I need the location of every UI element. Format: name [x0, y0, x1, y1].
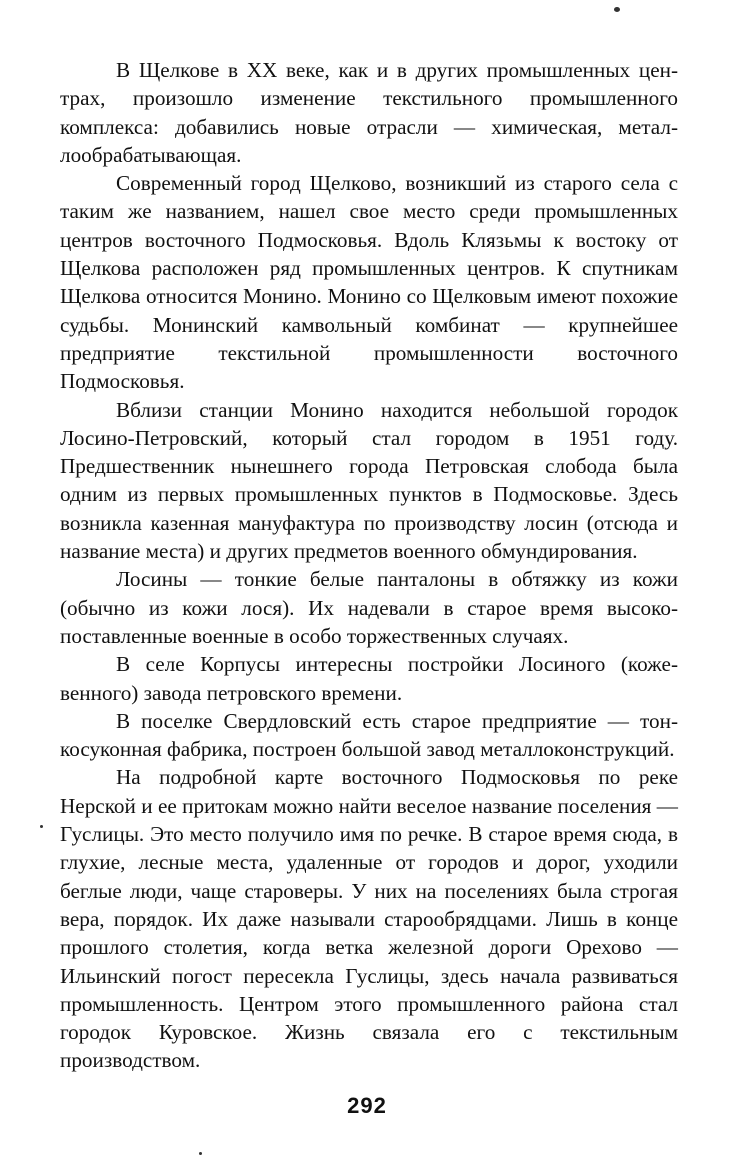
- paragraph: В Щелкове в XX веке, как и в других промышленных центрах, произошло изменение текстильного промышленного комплекса: добавились новые отрасли — химическая, металлообрабатывающая.: [60, 58, 678, 167]
- paragraph: В селе Корпусы интересны постройки Лосиного (кожевенного) завода петровского времени.: [60, 652, 678, 705]
- paragraph: На подробной карте восточного Подмосковья по реке Нерской и ее притокам можно найти веселое название поселения — Гуслицы. Это место получило имя по речке. В старое время сюда, в глухие, лесные места, удаленные от городов и дорог, уходили беглые люди, чаще староверы. У них на поселениях была строгая вера, порядок. Их даже называли старообрядцами. Лишь в конце прошлого столетия, когда ветка железной дороги Орехово — Ильинский погост пересекла Гуслицы, здесь начала развиваться промышленность. Центром этого промышленного района стал городок Куровское. Жизнь связала его с текстильным производством.: [60, 765, 678, 1073]
- paragraph: Лосины — тонкие белые панталоны в обтяжку из кожи (обычно из кожи лося). Их надевали в старое время высокопоставленные военные в особо торжественных случаях.: [60, 567, 678, 648]
- page-number: 292: [347, 1093, 387, 1118]
- paragraph: Вблизи станции Монино находится небольшой городок Лосино-Петровский, который стал городом в 1951 году. Предшественник нынешнего города Петровская слобода была одним из первых промышленных пунктов в Подмосковье. Здесь возникла казенная мануфактура по производству лосин (отсюда и название места) и других предметов военного обмундирования.: [60, 397, 678, 564]
- scan-speck: [614, 7, 620, 12]
- paragraph: Современный город Щелково, возникший из старого села с таким же названием, нашел свое место среди промышленных центров восточного Подмосковья. Вдоль Клязьмы к востоку от Щелкова расположен ряд промышленных центров. К спутникам Щелкова относится Монино. Монино со Щелковым имеют похожие судьбы. Монинский камвольный комбинат — крупнейшее предприятие текстильной промышленности восточного Подмосковья.: [60, 171, 678, 394]
- scan-speck: [199, 1152, 202, 1155]
- paragraph: В поселке Свердловский есть старое предприятие — тонкосуконная фабрика, построен большой завод металлоконструкций.: [60, 708, 678, 762]
- body-text: [60, 56, 678, 1075]
- scan-speck: [40, 825, 43, 828]
